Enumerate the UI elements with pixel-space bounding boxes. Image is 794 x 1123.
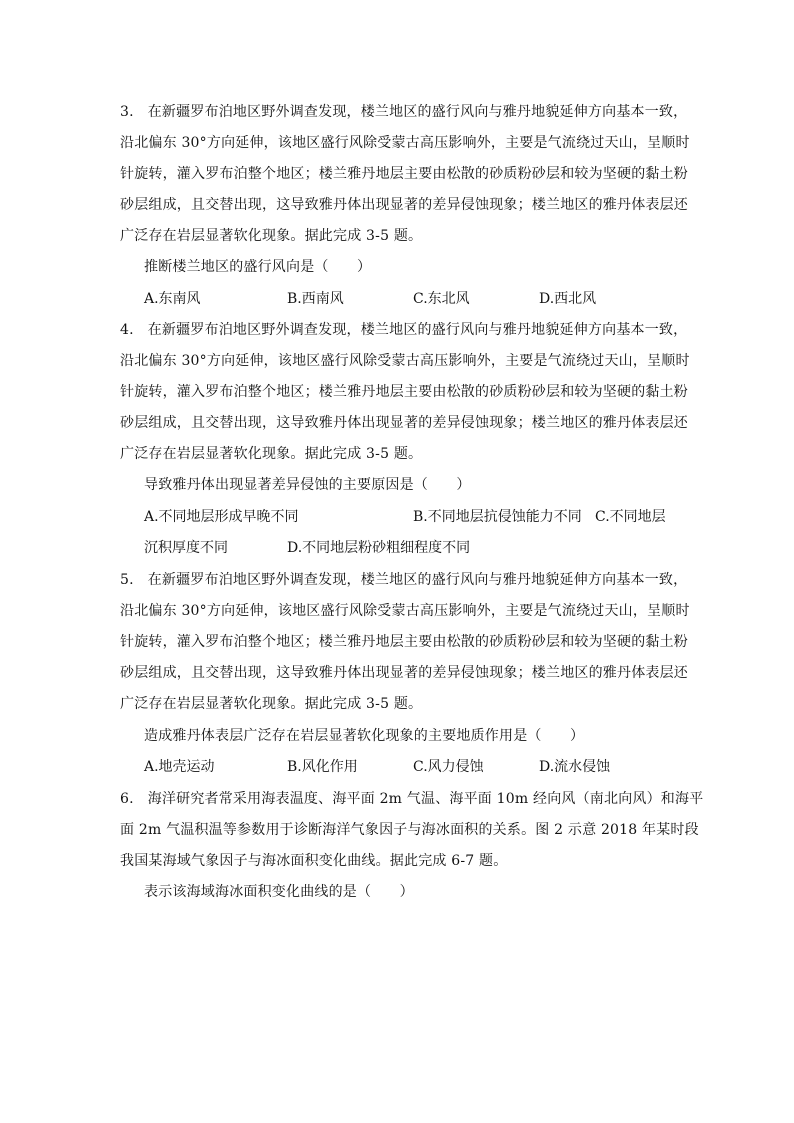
- q4-option-a: A.不同地层形成早晚不同: [144, 509, 299, 525]
- q3-stem: 推断楼兰地区的盛行风向是（ ）: [144, 259, 372, 275]
- q3-option-a: A.东南风: [144, 291, 201, 307]
- q4-passage-line: 针旋转，灌入罗布泊整个地区；楼兰雅丹地层主要由松散的砂质粉砂层和较为坚硬的黏土粉: [120, 384, 688, 400]
- q5-option-d: D.流水侵蚀: [539, 759, 611, 775]
- q3-option-c: C.东北风: [413, 291, 470, 307]
- q3-line-1: [120, 102, 687, 122]
- q4-number: 4.: [120, 322, 134, 338]
- q4-option-c-cont: 沉积厚度不同: [144, 540, 228, 556]
- q3-passage-line: 广泛存在岩层显著软化现象。据此完成 3-5 题。: [120, 228, 423, 244]
- q6-passage-line: 我国某海域气象因子与海冰面积变化曲线。据此完成 6-7 题。: [120, 853, 508, 869]
- q3-passage-line: 沿北偏东 30°方向延伸，该地区盛行风除受蒙古高压影响外，主要是气流绕过天山，呈顺时: [120, 135, 690, 151]
- q4-option-c: C.不同地层: [595, 509, 666, 525]
- q6-line-1: [120, 789, 703, 809]
- q5-passage-line: 砂层组成，且交替出现，这导致雅丹体出现显著的差异侵蚀现象；楼兰地区的雅丹体表层还: [120, 665, 688, 681]
- q5-passage-line: 在新疆罗布泊地区野外调查发现，楼兰地区的盛行风向与雅丹地貌延伸方向基本一致，: [147, 572, 688, 588]
- q3-number: 3.: [120, 104, 134, 120]
- q4-option-b: B.不同地层抗侵蚀能力不同: [413, 509, 582, 525]
- q5-passage-line: 针旋转，灌入罗布泊整个地区；楼兰雅丹地层主要由松散的砂质粉砂层和较为坚硬的黏土粉: [120, 634, 688, 650]
- q5-line-1: [120, 570, 687, 590]
- q4-passage-line: 在新疆罗布泊地区野外调查发现，楼兰地区的盛行风向与雅丹地貌延伸方向基本一致，: [147, 322, 688, 338]
- q3-passage-line: 砂层组成，且交替出现，这导致雅丹体出现显著的差异侵蚀现象；楼兰地区的雅丹体表层还: [120, 197, 688, 213]
- q5-option-c: C.风力侵蚀: [413, 759, 484, 775]
- q5-passage-line: 沿北偏东 30°方向延伸，该地区盛行风除受蒙古高压影响外，主要是气流绕过天山，呈顺时: [120, 603, 690, 619]
- q3-option-d: D.西北风: [539, 291, 597, 307]
- q3-passage-line: 针旋转，灌入罗布泊整个地区；楼兰雅丹地层主要由松散的砂质粉砂层和较为坚硬的黏土粉: [120, 166, 688, 182]
- q5-number: 5.: [120, 572, 134, 588]
- q4-passage-line: 砂层组成，且交替出现，这导致雅丹体出现显著的差异侵蚀现象；楼兰地区的雅丹体表层还: [120, 415, 688, 431]
- q4-option-d: D.不同地层粉砂粗细程度不同: [287, 540, 471, 556]
- q3-passage-line: 在新疆罗布泊地区野外调查发现，楼兰地区的盛行风向与雅丹地貌延伸方向基本一致，: [147, 104, 688, 120]
- q4-line-1: [120, 320, 687, 340]
- q6-passage-line: 海洋研究者常采用海表温度、海平面 2m 气温、海平面 10m 经向风（南北向风）和海平: [147, 791, 704, 807]
- q5-option-b: B.风化作用: [287, 759, 358, 775]
- q6-passage-line: 面 2m 气温积温等参数用于诊断海洋气象因子与海冰面积的关系。图 2 示意 2018 年某时段: [120, 822, 699, 838]
- q4-stem: 导致雅丹体出现显著差异侵蚀的主要原因是（ ）: [144, 477, 471, 493]
- q5-stem: 造成雅丹体表层广泛存在岩层显著软化现象的主要地质作用是（ ）: [144, 728, 585, 744]
- q3-option-b: B.西南风: [287, 291, 344, 307]
- q6-number: 6.: [120, 791, 134, 807]
- q5-option-a: A.地壳运动: [144, 759, 215, 775]
- q4-passage-line: 沿北偏东 30°方向延伸，该地区盛行风除受蒙古高压影响外，主要是气流绕过天山，呈顺时: [120, 353, 690, 369]
- q6-stem: 表示该海域海冰面积变化曲线的是（ ）: [144, 884, 414, 900]
- q4-passage-line: 广泛存在岩层显著软化现象。据此完成 3-5 题。: [120, 446, 423, 462]
- q5-passage-line: 广泛存在岩层显著软化现象。据此完成 3-5 题。: [120, 696, 423, 712]
